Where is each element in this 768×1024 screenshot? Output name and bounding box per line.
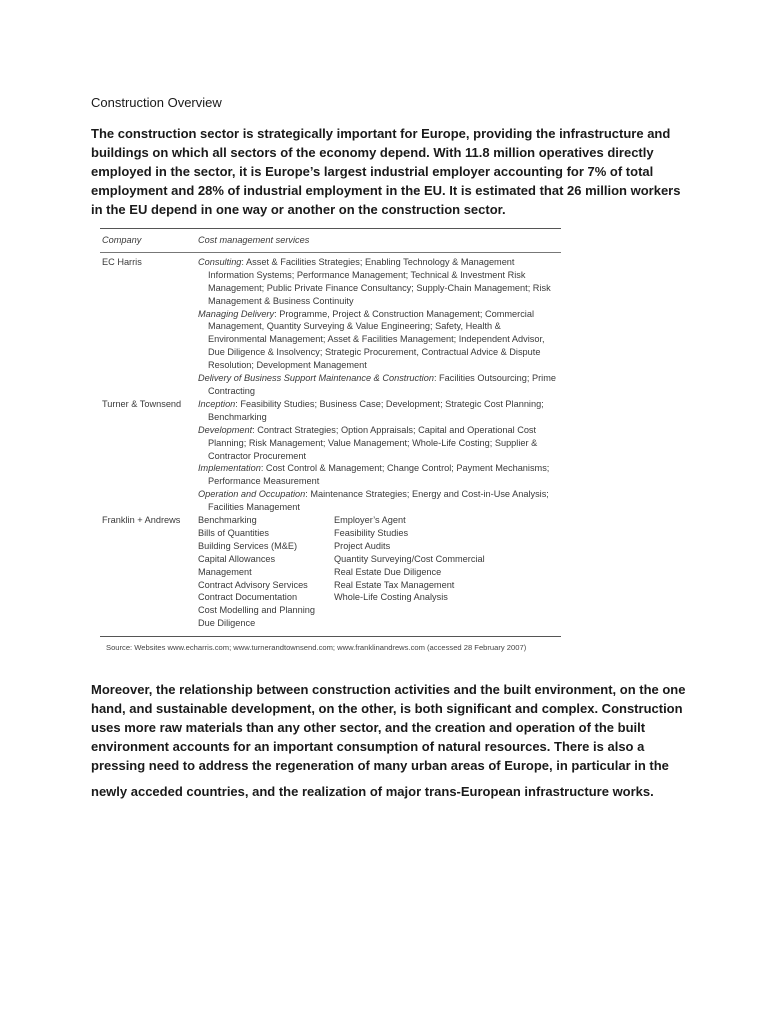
service-text: : Contract Strategies; Option Appraisals; Capital and Operational Cost Planning; Risk Management; Value Management; Whole-Life Costing; Supplier & Contractor Procurement [208, 424, 538, 461]
table-header-row [100, 229, 561, 252]
table-row-franklin-andrews [100, 514, 561, 630]
service-item: Benchmarking [198, 515, 257, 526]
services-cell [198, 514, 561, 630]
service-item: Capital Allowances [198, 553, 276, 564]
service-item: Feasibility Studies [334, 527, 409, 538]
service-item: Contract Documentation [198, 592, 298, 603]
service-category: Operation and Occupation [198, 489, 306, 500]
service-item: Contract Advisory Services [198, 579, 308, 590]
section-heading: Construction Overview [91, 95, 222, 110]
service-text: : Programme, Project & Construction Management; Commercial Management, Quantity Surveying & Value Engineering; Safety, Health & Environmental Management; Asset & Facilities Management; Independent Advisor, Due Diligence & Insolvency; Strategic Procurement, Contractual Advice & Dispute Resolution; Development Management [208, 308, 545, 371]
company-name: Franklin + Andrews [102, 515, 181, 526]
service-block [198, 372, 561, 398]
service-block [198, 256, 561, 308]
cost-management-table-figure [100, 228, 561, 653]
company-name: Turner & Townsend [102, 398, 182, 409]
service-category: Inception [198, 398, 236, 409]
service-text: : Feasibility Studies; Business Case; Development; Strategic Cost Planning; Benchmarking [208, 398, 544, 422]
service-category: Development [198, 424, 253, 435]
table-source-note: Source: Websites www.echarris.com; www.turnerandtownsend.com; www.franklinandrews.com (accessed 28 February 2007) [106, 643, 527, 653]
service-block [198, 488, 561, 514]
service-item: Real Estate Tax Management [334, 579, 455, 590]
paragraph-continuation: newly acceded countries, and the realization of major trans-European infrastructure works. [91, 784, 654, 799]
service-item: Building Services (M&E) [198, 540, 298, 551]
paragraph-relationship: Moreover, the relationship between construction activities and the built environment, on the one hand, and sustainable development, on the other, is both significant and complex. Construction uses more raw materials than any other sector, and the creation and operation of the built environment accounts for an important consumption of natural resources. There is also a pressing need to address the regeneration of many urban areas of Europe, in particular in the [91, 682, 686, 773]
service-block [198, 462, 561, 488]
service-text: : Cost Control & Management; Change Control; Payment Mechanisms; Performance Measurement [208, 463, 550, 487]
service-category: Consulting [198, 256, 242, 267]
service-text: : Maintenance Strategies; Energy and Cost-in-Use Analysis; Facilities Management [208, 489, 549, 513]
service-text: : Facilities Outsourcing; Prime Contracting [208, 373, 556, 396]
header-services: Cost management services [198, 235, 310, 245]
company-name: EC Harris [102, 256, 142, 267]
service-item: Due Diligence [198, 618, 256, 629]
service-block [198, 398, 561, 424]
services-cell [198, 398, 561, 514]
services-column-1 [198, 514, 334, 630]
table-row-ec-harris [100, 253, 561, 398]
services-column-2 [334, 514, 561, 630]
service-block [198, 424, 561, 463]
header-company: Company [102, 235, 142, 245]
service-item: Project Audits [334, 540, 391, 551]
service-item: Quantity Surveying/Cost Commercial [334, 553, 485, 564]
service-item: Employer’s Agent [334, 515, 406, 526]
service-item: Management [198, 566, 252, 577]
service-item: Cost Modelling and Planning [198, 605, 315, 616]
service-category: Implementation [198, 463, 261, 474]
service-item: Bills of Quantities [198, 527, 269, 538]
service-item: Real Estate Due Diligence [334, 566, 442, 577]
service-block [198, 308, 561, 373]
service-category: Managing Delivery [198, 308, 275, 319]
service-category: Delivery of Business Support Maintenance & Construction [198, 373, 434, 384]
service-text: : Asset & Facilities Strategies; Enabling Technology & Management Information Systems; Performance Management; Technical & Investment Risk Management; Public Private Finance Consultancy; Supply-Chain Management; Risk Management & Business Continuity [208, 256, 551, 306]
paragraph-intro: The construction sector is strategically important for Europe, providing the infrastructure and buildings on which all sectors of the economy depend. With 11.8 million operatives directly employed in the sector, it is Europe’s largest industrial employer accounting for 7% of total employment and 28% of industrial employment in the EU. It is estimated that 26 million workers in the EU depend in one way or another on the construction sector. [91, 126, 681, 217]
table-row-turner-townsend [100, 398, 561, 514]
services-cell [198, 256, 561, 398]
service-item: Whole-Life Costing Analysis [334, 592, 448, 603]
